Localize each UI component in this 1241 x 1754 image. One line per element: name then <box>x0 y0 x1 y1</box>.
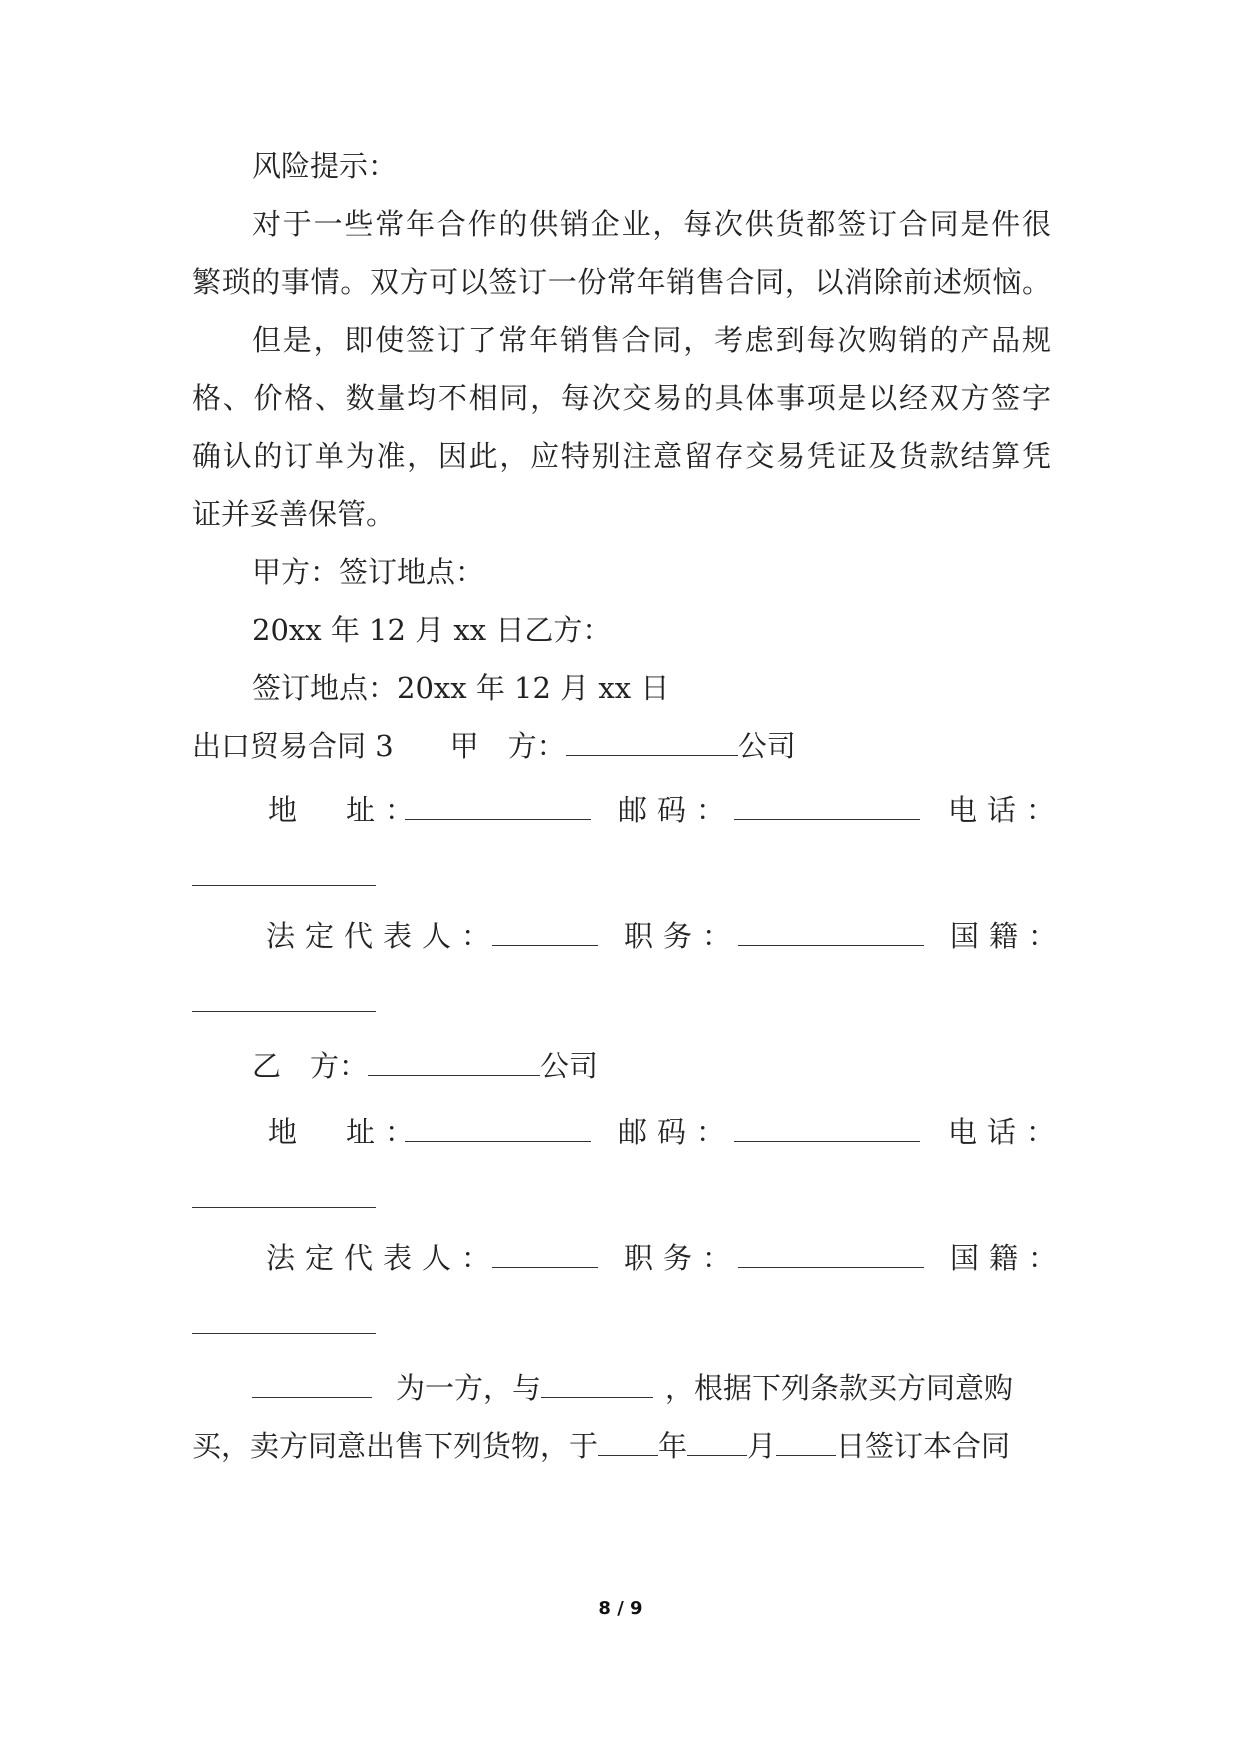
rep-blank-wrap <box>492 916 598 956</box>
clause-l2-b: 日签订本合同 <box>836 1429 1011 1463</box>
position-label: 职务： <box>624 1241 742 1275</box>
paragraph-line: 证并妥善保管。 <box>192 497 396 531</box>
party-b-suffix: 公司 <box>540 1049 599 1083</box>
position-blank-wrap <box>738 916 924 956</box>
address-label: 地 址： <box>268 1115 425 1149</box>
page-number: 8 / 9 <box>598 1598 643 1619</box>
address-blank[interactable] <box>405 793 591 820</box>
nationality-label: 国籍： <box>950 919 1068 953</box>
clause-part2: ，根据下列条款买方同意购 <box>665 1371 1014 1405</box>
contract-title-row <box>192 726 796 766</box>
clause-line <box>252 1368 1013 1408</box>
phone-label: 电话： <box>948 1115 1066 1149</box>
address-label: 地 址： <box>268 793 425 827</box>
phone-blank-wrap <box>192 1178 376 1218</box>
address-blank-wrap <box>405 790 591 830</box>
paragraph-line: 繁琐的事情。双方可以签订一份常年销售合同，以消除前述烦恼。 <box>192 265 1051 299</box>
position-blank[interactable] <box>738 919 924 946</box>
clause-line <box>192 1426 1010 1466</box>
nationality-label: 国籍： <box>950 1241 1068 1275</box>
phone-label: 电话： <box>948 793 1066 827</box>
nationality-blank[interactable] <box>192 1307 376 1334</box>
party-b-label: 乙 方： <box>252 1049 369 1083</box>
rep-label: 法定代表人： <box>266 1241 501 1275</box>
nationality-blank-wrap <box>192 982 376 1022</box>
rep-blank[interactable] <box>492 919 598 946</box>
clause-part1: 为一方，与 <box>396 1371 542 1405</box>
seller-blank[interactable] <box>252 1371 372 1398</box>
paragraph-line: 对于一些常年合作的供销企业，每次供货都签订合同是件很 <box>252 207 1051 241</box>
party-b-blank[interactable] <box>368 1049 540 1076</box>
party-a-suffix: 公司 <box>737 729 796 763</box>
paragraph-line: 但是，即使签订了常年销售合同，考虑到每次购销的产品规 <box>252 323 1051 357</box>
position-blank[interactable] <box>738 1241 924 1268</box>
buyer-blank[interactable] <box>541 1371 653 1398</box>
signature-line: 签订地点：20xx 年 12 月 xx 日 <box>252 671 670 705</box>
day-blank[interactable] <box>776 1429 836 1456</box>
month-blank[interactable] <box>687 1429 747 1456</box>
phone-blank[interactable] <box>192 1181 376 1208</box>
paragraph-line: 格、价格、数量均不相同，每次交易的具体事项是以经双方签字 <box>192 381 1051 415</box>
postcode-blank[interactable] <box>734 793 920 820</box>
party-a-label: 甲 方： <box>449 729 566 763</box>
party-a-address-row <box>268 790 424 830</box>
signature-line: 20xx 年 12 月 xx 日乙方： <box>252 613 612 647</box>
rep-blank[interactable] <box>492 1241 598 1268</box>
year-label: 年 <box>658 1429 688 1463</box>
postcode-label: 邮码： <box>618 1115 736 1149</box>
position-label: 职务： <box>624 919 742 953</box>
postcode-blank[interactable] <box>734 1115 920 1142</box>
rep-label: 法定代表人： <box>266 919 501 953</box>
contract-title: 出口贸易合同 3 <box>192 729 394 763</box>
address-blank[interactable] <box>405 1115 591 1142</box>
postcode-label: 邮码： <box>618 793 736 827</box>
party-b-row <box>252 1046 598 1086</box>
phone-blank-wrap <box>192 856 376 896</box>
postcode-blank-wrap <box>734 1112 920 1152</box>
signature-line: 甲方：签订地点： <box>252 555 485 589</box>
postcode-blank-wrap <box>734 790 920 830</box>
month-label: 月 <box>747 1429 777 1463</box>
rep-blank-wrap <box>492 1238 598 1278</box>
paragraph-line: 确认的订单为准，因此，应特别注意留存交易凭证及货款结算凭 <box>192 439 1051 473</box>
clause-l2-a: 买，卖方同意出售下列货物，于 <box>192 1429 599 1463</box>
position-blank-wrap <box>738 1238 924 1278</box>
risk-heading: 风险提示： <box>252 149 398 183</box>
party-a-blank[interactable] <box>566 729 738 756</box>
year-blank[interactable] <box>598 1429 658 1456</box>
nationality-blank[interactable] <box>192 985 376 1012</box>
nationality-blank-wrap <box>192 1304 376 1344</box>
phone-blank[interactable] <box>192 859 376 886</box>
address-blank-wrap <box>405 1112 591 1152</box>
